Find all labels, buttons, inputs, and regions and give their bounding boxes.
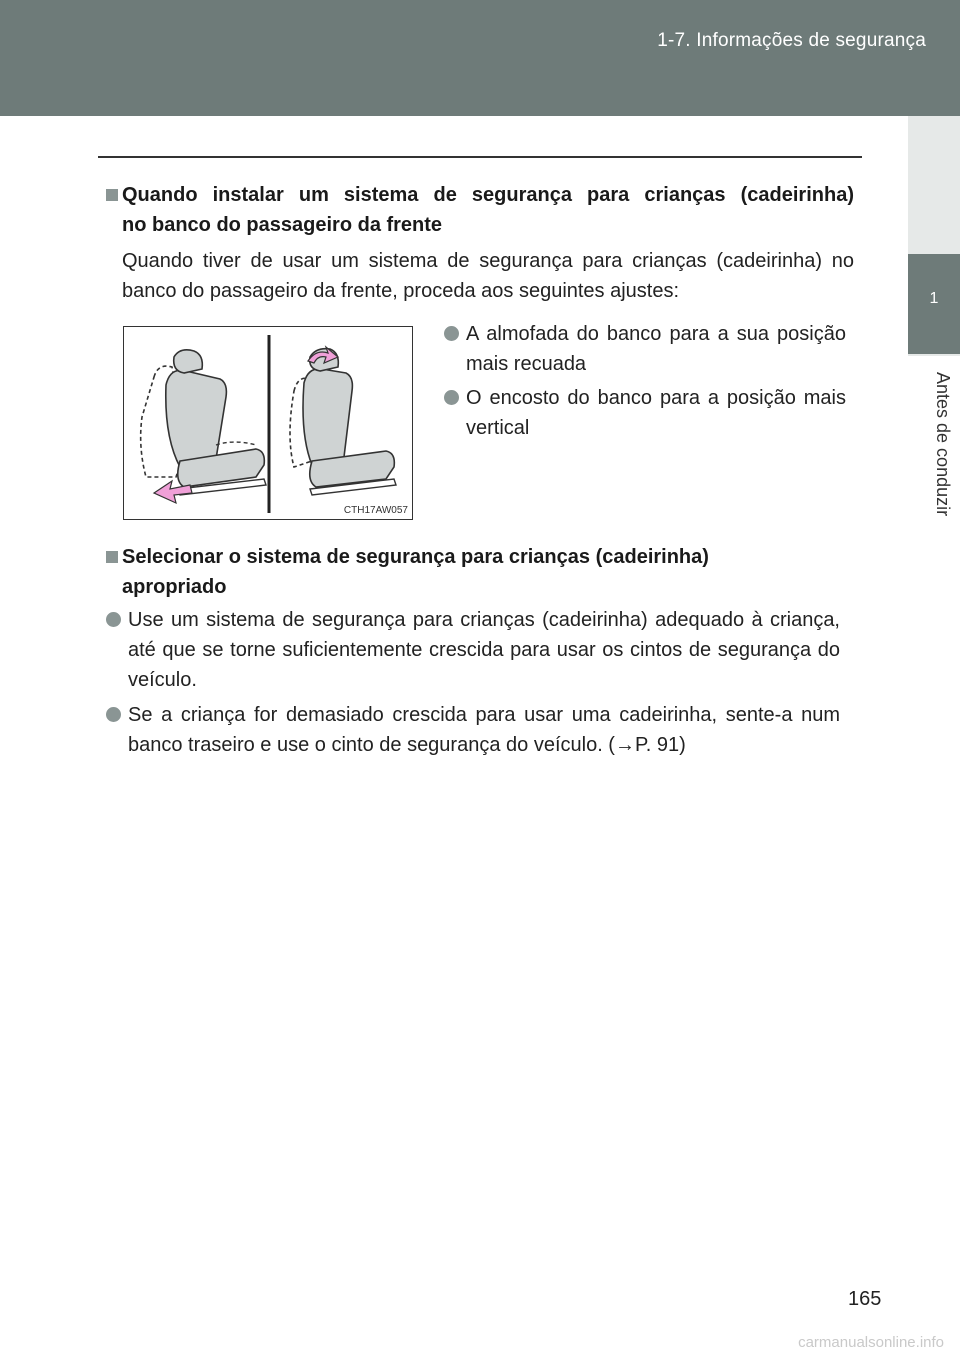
chapter-number: 1 (929, 290, 939, 307)
section1-heading-line2: no banco do passageiro da frente (122, 214, 443, 236)
page-number: 165 (848, 1288, 882, 1310)
seat-illustration (124, 327, 412, 519)
figure-code: CTH17AW057 (343, 505, 408, 516)
square-bullet-icon (106, 551, 118, 563)
round-bullet-icon (444, 326, 459, 341)
chapter-label: Antes de conduzir (933, 372, 953, 517)
seat-adjustment-figure (123, 326, 413, 520)
section-title: 1-7. Informações de segurança (657, 30, 926, 51)
section1-body: Quando tiver de usar um sistema de segurança para crianças (cadeirinha) no banco do passageiro da frente, proceda aos seguintes ajustes: (122, 250, 854, 302)
page-header (0, 0, 960, 116)
section1-heading-line1: Quando instalar um sistema de segurança para crianças (cadeirinha) (122, 184, 854, 206)
round-bullet-icon (106, 707, 121, 722)
section1-bullet-2: O encosto do banco para a posição mais vertical (444, 383, 846, 443)
top-rule (98, 156, 862, 158)
seat-backrest-left (166, 370, 227, 467)
round-bullet-icon (106, 612, 121, 627)
section2-heading-line2: apropriado (122, 576, 227, 598)
section2-bullet-1: Use um sistema de segurança para crianças (cadeirinha) adequado à criança, até que se torne suficientemente crescida para usar os cintos de segurança do veículo. (106, 605, 840, 695)
section2-bullet-2: Se a criança for demasiado crescida para usar uma cadeirinha, sente-a num banco traseiro e use o cinto de segurança do veículo. (→P. 91) (106, 700, 840, 760)
round-bullet-icon (444, 390, 459, 405)
seat-backrest-right (303, 369, 352, 465)
watermark: carmanualsonline.info (798, 1334, 944, 1351)
section2-heading-line1: Selecionar o sistema de segurança para crianças (cadeirinha) (122, 546, 709, 568)
square-bullet-icon (106, 189, 118, 201)
section1-bullet-1: A almofada do banco para a sua posição mais recuada (444, 319, 846, 379)
section1-heading (106, 180, 854, 240)
section2-heading (106, 542, 854, 602)
headrest-left (174, 350, 203, 373)
